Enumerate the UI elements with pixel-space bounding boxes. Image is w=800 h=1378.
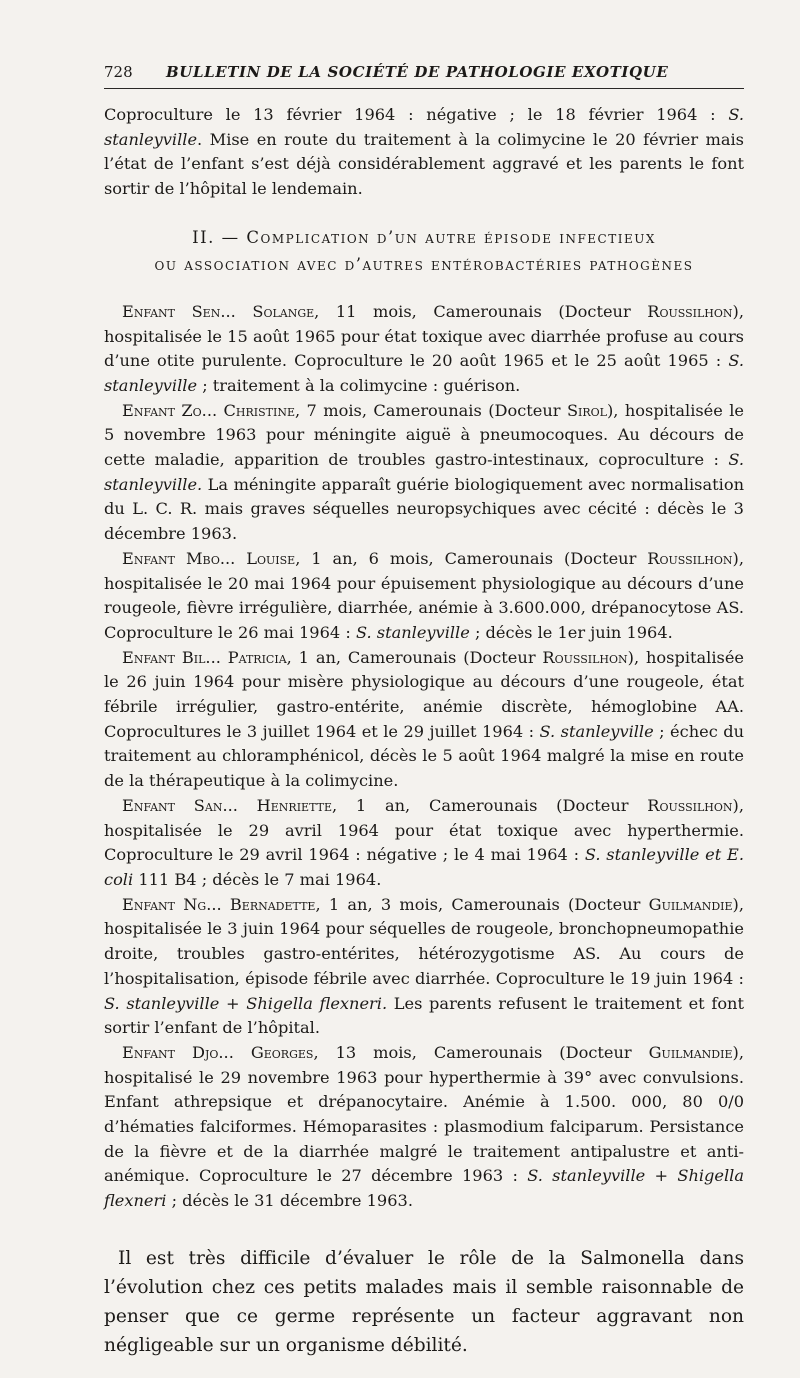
section-heading-line2: ou association avec d’autres entérobactéries pathogènes xyxy=(154,254,694,274)
intro-paragraph: Coproculture le 13 février 1964 : négative ; le 18 février 1964 : S. stanleyville. Mise en route du traitement à la colimycine le 20 février mais l’état de l’enfant s’est déjà considérablement aggravé et les parents le font sortir de l’hôpital le lendemain. xyxy=(104,105,744,199)
case-paragraph: Enfant Bil... Patricia, 1 an, Camerounais (Docteur Roussilhon), hospitalisée le 26 juin 1964 pour misère physiologique au décours d’une rougeole, état fébrile irrégulier, gastro-entérite, anémie discrète, hémoglobine AA. Coprocultures le 3 juillet 1964 et le 29 juillet 1964 : S. stanleyville ; échec du traitement au chloramphénicol, décès le 5 août 1964 malgré la mise en route de la thérapeutique à la colimycine. xyxy=(104,647,744,791)
running-header xyxy=(104,62,744,89)
case-paragraph: Enfant San... Henriette, 1 an, Camerounais (Docteur Roussilhon), hospitalisée le 29 avril 1964 pour état toxique avec hyperthermie. Coproculture le 29 avril 1964 : négative ; le 4 mai 1964 : S. stanleyville et E. coli 111 B4 ; décès le 7 mai 1964. xyxy=(104,795,745,889)
page-number: 728 xyxy=(104,63,133,81)
section-heading-line1: II. — Complication d’un autre épisode infectieux xyxy=(192,227,656,247)
case-paragraph: Enfant Ng... Bernadette, 1 an, 3 mois, Camerounais (Docteur Guilmandie), hospitalisée le 3 juin 1964 pour séquelles de rougeole, bronchopneumopathie droite, troubles gastro-entérites, hétérozygotisme AS. Au cours de l’hospitalisation, épisode fébrile avec diarrhée. Coproculture le 19 juin 1964 : S. stanleyville + Shigella flexneri. Les parents refusent le traitement et font sortir l’enfant de l’hôpital. xyxy=(104,894,744,1038)
case-paragraph: Enfant Zo... Christine, 7 mois, Camerounais (Docteur Sirol), hospitalisée le 5 novembre 1963 pour méningite aiguë à pneumocoques. Au décours de cette maladie, apparition de troubles gastro-intestinaux, coproculture : S. stanleyville. La méningite apparaît guérie biologiquement avec normalisation du L. C. R. mais graves séquelles neuropsychiques avec cécité : décès le 3 décembre 1963. xyxy=(104,400,744,544)
running-title: BULLETIN DE LA SOCIÉTÉ DE PATHOLOGIE EXOTIQUE xyxy=(166,63,669,81)
case-paragraph: Enfant Mbo... Louise, 1 an, 6 mois, Camerounais (Docteur Roussilhon), hospitalisée le 20 mai 1964 pour épuisement physiologique au décours d’une rougeole, fièvre irrégulière, diarrhée, anémie à 3.600.000, drépanocytose AS. Coproculture le 26 mai 1964 : S. stanleyville ; décès le 1er juin 1964. xyxy=(104,548,744,642)
case-paragraph: Enfant Djo... Georges, 13 mois, Camerounais (Docteur Guilmandie), hospitalisé le 29 novembre 1963 pour hyperthermie à 39° avec convulsions. Enfant athrepsique et drépanocytaire. Anémie à 1.500. 000, 80 0/0 d’hématies falciformes. Hémoparasites : plasmodium falciparum. Persistance de la fièvre et de la diarrhée malgré le traitement antipalustre et anti-anémique. Coproculture le 27 décembre 1963 : S. stanleyville + Shigella flexneri ; décès le 31 décembre 1963. xyxy=(104,1042,745,1211)
case-list xyxy=(104,300,744,1214)
case-paragraph: Enfant Sen... Solange, 11 mois, Camerounais (Docteur Roussilhon), hospitalisée le 15 août 1965 pour état toxique avec diarrhée profuse au cours d’une otite purulente. Coproculture le 20 août 1965 et le 25 août 1965 : S. stanleyville ; traitement à la colimycine : guérison. xyxy=(104,301,744,395)
page xyxy=(104,62,744,1378)
section-heading xyxy=(104,224,744,278)
closing-paragraph: Il est très difficile d’évaluer le rôle de la Salmonella dans l’évolution chez ces petits malades mais il semble raisonnable de penser que ce germe représente un facteur aggravant non négligeable sur un organisme débilité. xyxy=(104,1247,744,1356)
